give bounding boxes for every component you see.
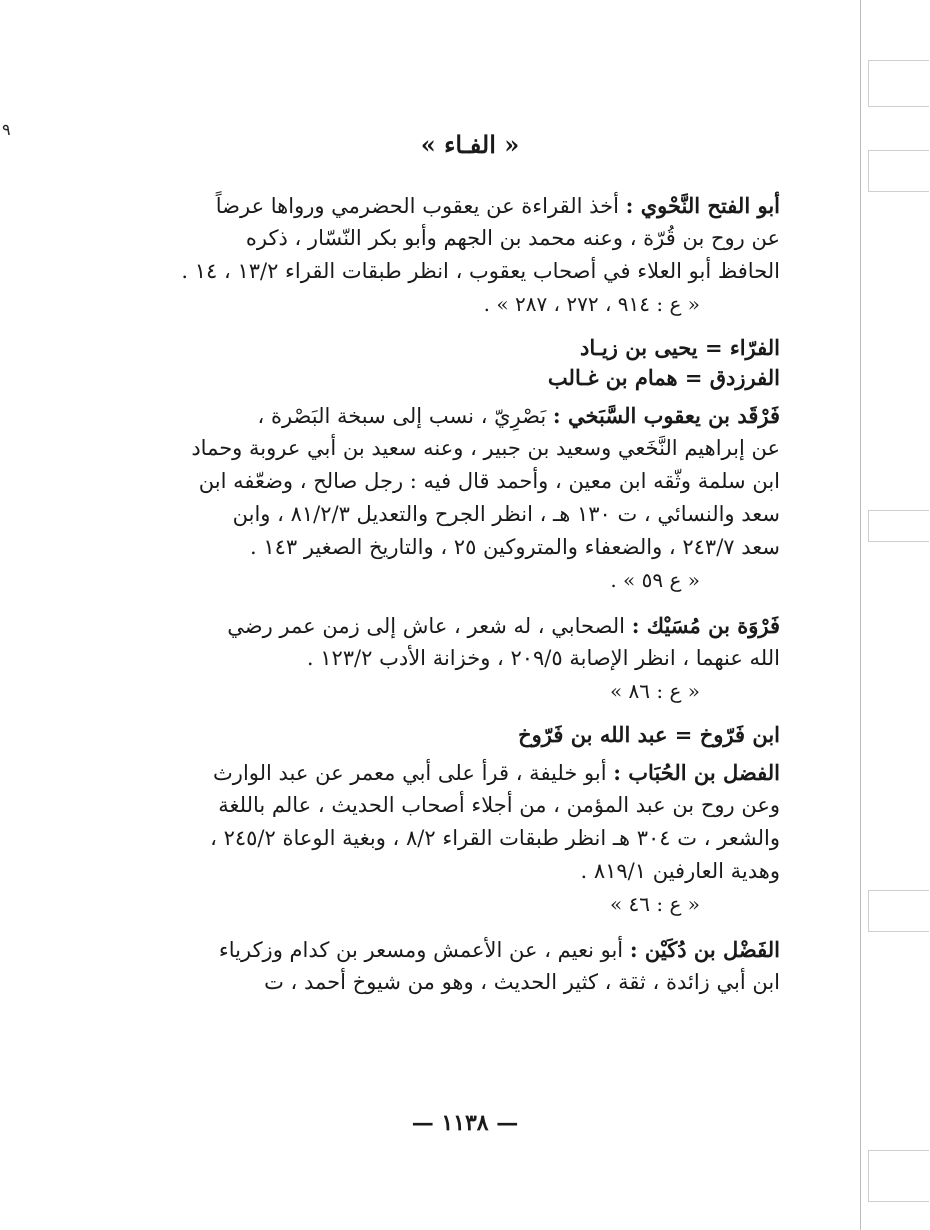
entry-text: ابن سلمة وثّقه ابن معين ، وأحمد قال فيه : رجل صالح ، وضعّفه ابن xyxy=(198,469,780,493)
entry-line xyxy=(160,432,780,465)
right-edge-tab xyxy=(868,60,929,107)
entry-line xyxy=(160,966,780,999)
entry-text: وعن روح بن عبد المؤمن ، من أجلاء أصحاب الحديث ، عالم باللغة xyxy=(218,793,780,817)
entry-text: الله عنهما ، انظر الإصابة ٢٠٩/٥ ، وخزانة الأدب ١٢٣/٢ . xyxy=(306,646,780,670)
entry-text: أخذ القراءة عن يعقوب الحضرمي ورواها عرضاً xyxy=(215,194,626,218)
page-body xyxy=(160,130,780,999)
entry-reference-code: « ع : ٨٦ » xyxy=(609,679,700,703)
entry-reference-code: « ع : ٩١٤ ، ٢٧٢ ، ٢٨٧ » . xyxy=(483,292,700,316)
entry-text: والشعر ، ت ٣٠٤ هـ انظر طبقات القراء ٨/٢ ، وبغية الوعاة ٢٤٥/٢ ، xyxy=(210,826,780,850)
entry-text: عن روح بن قُرّة ، وعنه محمد بن الجهم وأبو بكر النّسّار ، ذكره xyxy=(245,226,780,250)
cross-reference-block xyxy=(160,333,780,393)
page-title: « الفـاء » xyxy=(420,130,520,159)
page-number: — ١١٣٨ — xyxy=(411,1110,519,1136)
entry-line xyxy=(160,933,780,966)
right-edge-tab xyxy=(868,1150,929,1202)
entry-line xyxy=(160,498,780,531)
entry-text: أبو خليفة ، قرأ على أبي معمر عن عبد الوارث xyxy=(213,761,614,785)
entry-line xyxy=(160,822,780,855)
entry-text: أبو نعيم ، عن الأعمش ومسعر بن كدام وزكرياء xyxy=(218,938,630,962)
entry-reference-code: « ع : ٤٦ » xyxy=(609,892,700,916)
entry-line xyxy=(160,642,780,675)
entry-headword: أبو الفتح النَّحْوي : xyxy=(625,193,780,218)
entry-line xyxy=(160,609,780,642)
entry-line xyxy=(160,531,780,564)
entry-line xyxy=(160,465,780,498)
entry-line xyxy=(160,756,780,789)
entry-spacer xyxy=(160,921,780,933)
biography-entry xyxy=(160,609,780,708)
biography-entry xyxy=(160,933,780,999)
entry-text: الصحابي ، له شعر ، عاش إلى زمن عمر رضي xyxy=(227,614,632,638)
entry-headword: الفضل بن الحُبَاب : xyxy=(613,760,780,785)
entry-line xyxy=(160,855,780,888)
entry-line xyxy=(160,255,780,288)
entry-headword: فَرْقَد بن يعقوب السَّبَخي : xyxy=(552,403,780,428)
right-edge-tab xyxy=(868,150,929,192)
right-edge-tab xyxy=(868,890,929,932)
margin-left-mark: ٩ xyxy=(2,120,11,139)
entry-text: سعد ٢٤٣/٧ ، والضعفاء والمتروكين ٢٥ ، والتاريخ الصغير ١٤٣ . xyxy=(249,535,780,559)
cross-reference: الفرّاء = يحيى بن زيـاد xyxy=(580,335,780,360)
entry-headword: فَرْوَة بن مُسَيْك : xyxy=(631,613,780,638)
entry-text: سعد والنسائي ، ت ١٣٠ هـ ، انظر الجرح والتعديل ٨١/٢/٣ ، وابن xyxy=(232,502,780,526)
cross-reference: الفرزدق = همام بن غـالب xyxy=(547,365,780,390)
entry-spacer xyxy=(160,708,780,720)
biography-entry xyxy=(160,399,780,597)
biography-entry xyxy=(160,756,780,921)
entry-line xyxy=(160,789,780,822)
cross-reference-block xyxy=(160,720,780,750)
entry-reference-code: « ع ٥٩ » . xyxy=(610,568,700,592)
entry-headword: الفَضْل بن دُكَيْن : xyxy=(629,937,780,962)
entry-text: بَصْرِيّ ، نسب إلى سبخة البَصْرة ، xyxy=(257,404,553,428)
entry-text: الحافظ أبو العلاء في أصحاب يعقوب ، انظر طبقات القراء ١٣/٢ ، ١٤ . xyxy=(181,259,780,283)
biography-entry xyxy=(160,189,780,321)
entry-text: ابن أبي زائدة ، ثقة ، كثير الحديث ، وهو من شيوخ أحمد ، ت xyxy=(264,970,780,994)
entries-container xyxy=(160,189,780,999)
entry-line xyxy=(160,222,780,255)
entry-line xyxy=(160,399,780,432)
entry-spacer xyxy=(160,597,780,609)
entry-line xyxy=(160,189,780,222)
entry-spacer xyxy=(160,321,780,333)
right-edge-tab xyxy=(868,510,929,542)
cross-reference: ابن فَرّوخ = عبد الله بن فَرّوخ xyxy=(518,722,780,747)
entry-text: عن إبراهيم النَّخَعي وسعيد بن جبير ، وعنه سعيد بن أبي عروبة وحماد xyxy=(191,436,780,460)
right-edge-line xyxy=(860,0,861,1230)
entry-text: وهدية العارفين ٨١٩/١ . xyxy=(580,859,780,883)
